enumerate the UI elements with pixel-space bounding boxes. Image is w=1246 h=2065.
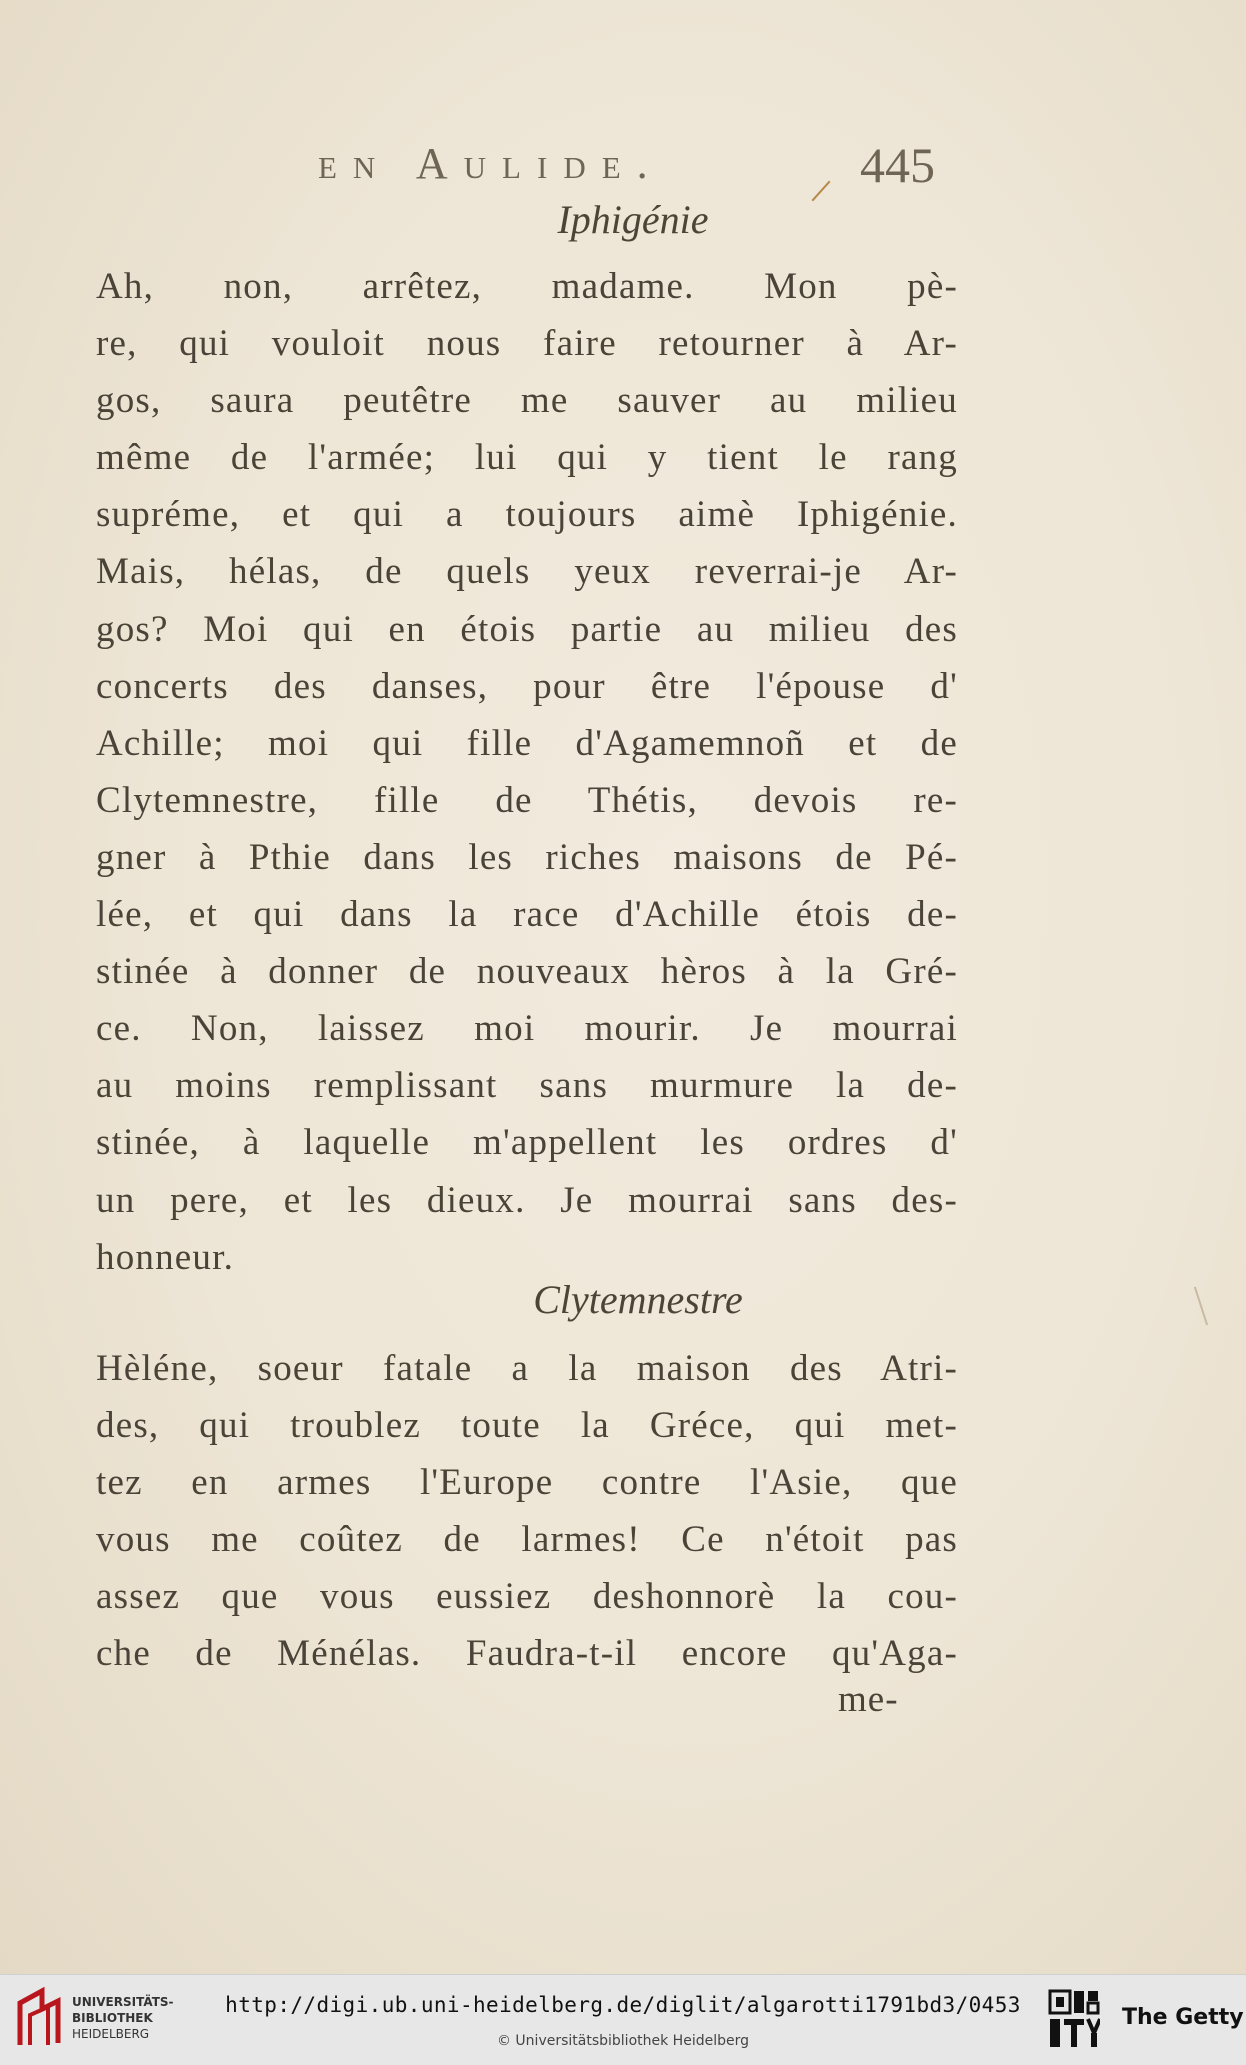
text-line: lée, et qui dans la race d'Achille étois de-	[96, 894, 958, 936]
text-line: re, qui vouloit nous faire retourner à Ar-	[96, 323, 958, 365]
text-line: même de l'armée; lui qui y tient le rang	[96, 437, 958, 479]
text-line: Mais, hélas, de quels yeux reverrai-je Ar-	[96, 551, 958, 593]
library-name-line: HEIDELBERG	[72, 2027, 150, 2041]
text-line: un pere, et les dieux. Je mourrai sans des-	[96, 1179, 958, 1221]
text-line: ce. Non, laissez moi mourir. Je mourrai	[96, 1008, 958, 1050]
running-head: en Aulide.	[318, 139, 664, 188]
text-line: Achille; moi qui fille d'Agamemnoñ et de	[96, 722, 958, 764]
text-line: stinée à donner de nouveaux hèros à la Gré-	[96, 951, 958, 993]
text-line: des, qui troublez toute la Gréce, qui met-	[96, 1405, 958, 1447]
speech-text-iphigenie	[96, 258, 958, 1286]
text-line: Ah, non, arrêtez, madame. Mon pè-	[96, 266, 958, 307]
text-line: Hèléne, soeur fatale a la maison des Atri-	[96, 1348, 958, 1389]
text-line: au moins remplissant sans murmure la de-	[96, 1065, 958, 1107]
getty-logo-icon	[1048, 1989, 1100, 2049]
text-line: gner à Pthie dans les riches maisons de Pé-	[96, 836, 958, 878]
text-line: honneur.	[96, 1236, 235, 1278]
text-line: gos? Moi qui en étois partie au milieu des	[96, 608, 958, 650]
text-line: supréme, et qui a toujours aimè Iphigénie.	[96, 494, 958, 536]
copyright-notice: © Universitätsbibliothek Heidelberg	[496, 2033, 749, 2049]
page-header	[0, 138, 1246, 198]
speaker-name-iphigenie: Iphigénie	[557, 197, 709, 242]
viewer-footer	[0, 1974, 1246, 2065]
library-name-line: UNIVERSITÄTS-	[72, 1995, 174, 2009]
text-line: vous me coûtez de larmes! Ce n'étoit pas	[96, 1519, 958, 1561]
text-line: Clytemnestre, fille de Thétis, devois re-	[96, 779, 958, 821]
speaker-name-clytemnestre: Clytemnestre	[533, 1277, 743, 1322]
text-line: assez que vous eussiez deshonnorè la cou-	[96, 1576, 958, 1618]
text-line: concerts des danses, pour être l'épouse d'	[96, 665, 958, 707]
text-line: che de Ménélas. Faudra-t-il encore qu'Aga-	[96, 1633, 958, 1675]
page-number: 445	[860, 137, 935, 193]
library-name-line: BIBLIOTHEK	[72, 2011, 153, 2025]
partner-name: The Getty	[1122, 2005, 1244, 2030]
text-line: tez en armes l'Europe contre l'Asie, que	[96, 1462, 958, 1504]
catchword: me-	[838, 1679, 899, 1720]
text-line: gos, saura peutêtre me sauver au milieu	[96, 380, 958, 422]
text-line: stinée, à laquelle m'appellent les ordres d'	[96, 1122, 958, 1164]
permalink-url[interactable]: http://digi.ub.uni-heidelberg.de/diglit/algarotti1791bd3/0453	[225, 1993, 1021, 2017]
speech-text-clytemnestre	[96, 1340, 958, 1683]
